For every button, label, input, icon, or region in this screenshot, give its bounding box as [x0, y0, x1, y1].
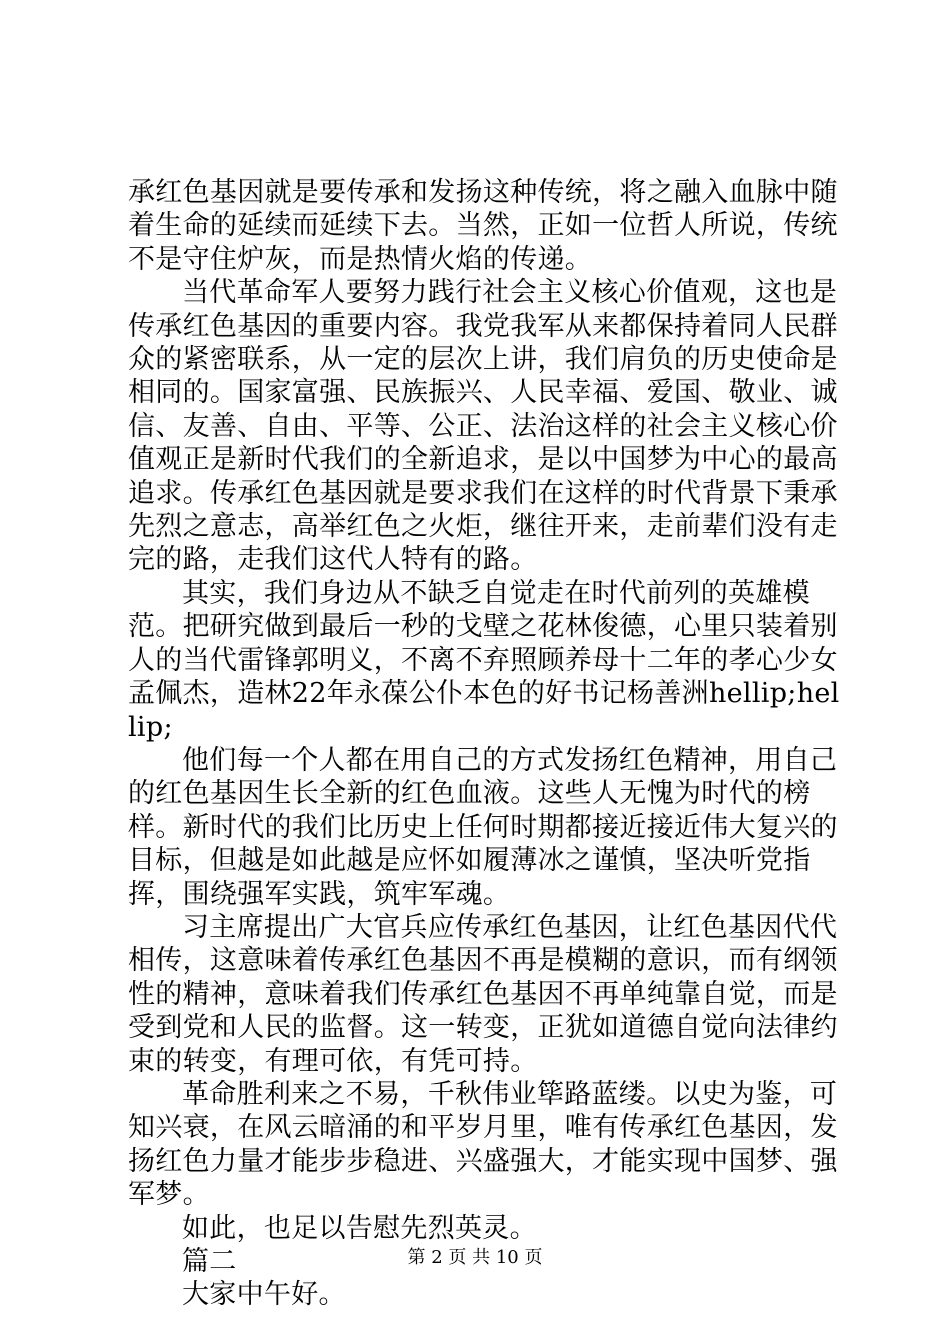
paragraph: 如此，也足以告慰先烈英灵。 — [182, 1212, 537, 1244]
page-number-footer: 第 2 页 共 10 页 — [407, 1247, 543, 1268]
paragraph: 他们每一个人都在用自己的方式发扬红色精神，用自己的红色基因生长全新的红色血液。这些人无愧为时代的榜样。新时代的我们比历史上任何时期都接近接近伟大复兴的目标，但越是如此越是应怀如履薄冰之谨慎，坚决听党指挥，围绕强军实践，筑牢军魂。 — [128, 744, 838, 910]
paragraph: 当代革命军人要努力践行社会主义核心价值观，这也是传承红色基因的重要内容。我党我军从来都保持着同人民群众的紧密联系，从一定的层次上讲，我们肩负的历史使命是相同的。国家富强、民族振兴、人民幸福、爱国、敬业、诚信、友善、自由、平等、公正、法治这样的社会主义核心价值观正是新时代我们的全新追求，是以中国梦为中心的最高追求。传承红色基因就是要求我们在这样的时代背景下秉承先烈之意志，高举红色之火炬，继往开来，走前辈们没有走完的路，走我们这代人特有的路。 — [128, 277, 838, 576]
paragraph: 习主席提出广大官兵应传承红色基因，让红色基因代代相传，这意味着传承红色基因不再是模糊的意识，而有纲领性的精神，意味着我们传承红色基因不再单纯靠自觉，而是受到党和人民的监督。这一转变，正犹如道德自觉向法律约束的转变，有理可依，有凭可持。 — [128, 911, 838, 1077]
paragraph-continuation: 承红色基因就是要传承和发扬这种传统，将之融入血脉中随着生命的延续而延续下去。当然，正如一位哲人所说，传统不是守住炉灰，而是热情火焰的传递。 — [128, 177, 838, 275]
paragraph: 大家中午好。 — [182, 1279, 346, 1311]
document-body — [128, 176, 840, 1312]
paragraph: 其实，我们身边从不缺乏自觉走在时代前列的英雄模范。把研究做到最后一秒的戈壁之花林俊德，心里只装着别人的当代雷锋郭明义，不离不弃照顾养母十二年的孝心少女孟佩杰，造林22年永葆公仆本色的好书记杨善洲hellip;hellip; — [128, 577, 840, 743]
paragraph: 革命胜利来之不易，千秋伟业筚路蓝缕。以史为鉴，可知兴衰，在风云暗涌的和平岁月里，唯有传承红色基因，发扬红色力量才能步步稳进、兴盛强大，才能实现中国梦、强军梦。 — [128, 1078, 838, 1211]
section-heading: 篇二 — [182, 1246, 237, 1277]
